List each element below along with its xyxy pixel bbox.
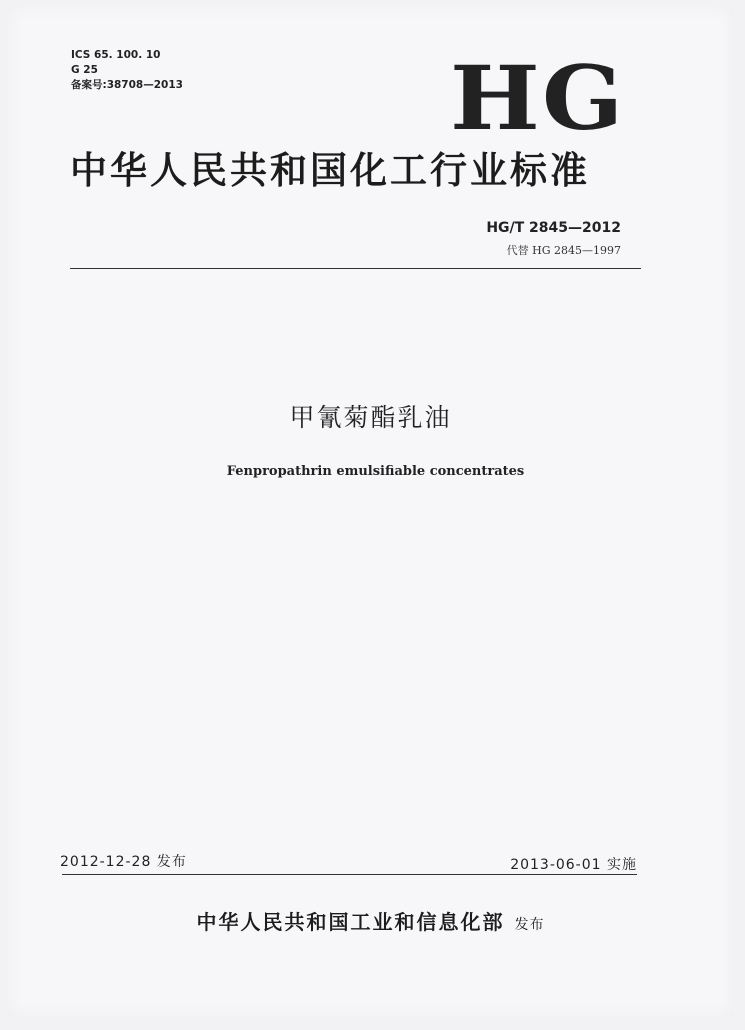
document-cover: [8, 6, 733, 1016]
ics-code: ICS 65. 100. 10: [71, 49, 161, 61]
issue-date: 2012-12-28 发布: [60, 854, 187, 870]
bottom-divider: [62, 874, 637, 875]
hg-logo: HG: [449, 46, 625, 150]
classification-block: [71, 48, 183, 93]
standard-type-title: 中华人民共和国化工行业标准: [70, 148, 590, 192]
publisher-line: [8, 906, 733, 935]
publisher-suffix: 发布: [514, 917, 545, 933]
top-divider: [70, 268, 641, 269]
document-title-en: Fenpropathrin emulsifiable concentrates: [226, 464, 525, 479]
document-title-cn: 甲氰菊酯乳油: [289, 403, 452, 432]
standard-code: HG/T 2845—2012: [486, 220, 621, 236]
ccs-code: G 25: [71, 64, 98, 76]
replaces-standard: 代替 HG 2845—1997: [506, 244, 621, 257]
filing-number: 备案号:38708—2013: [71, 79, 183, 91]
implementation-date: 2013-06-01 实施: [510, 857, 637, 873]
publisher-name: 中华人民共和国工业和信息化部: [196, 910, 505, 934]
